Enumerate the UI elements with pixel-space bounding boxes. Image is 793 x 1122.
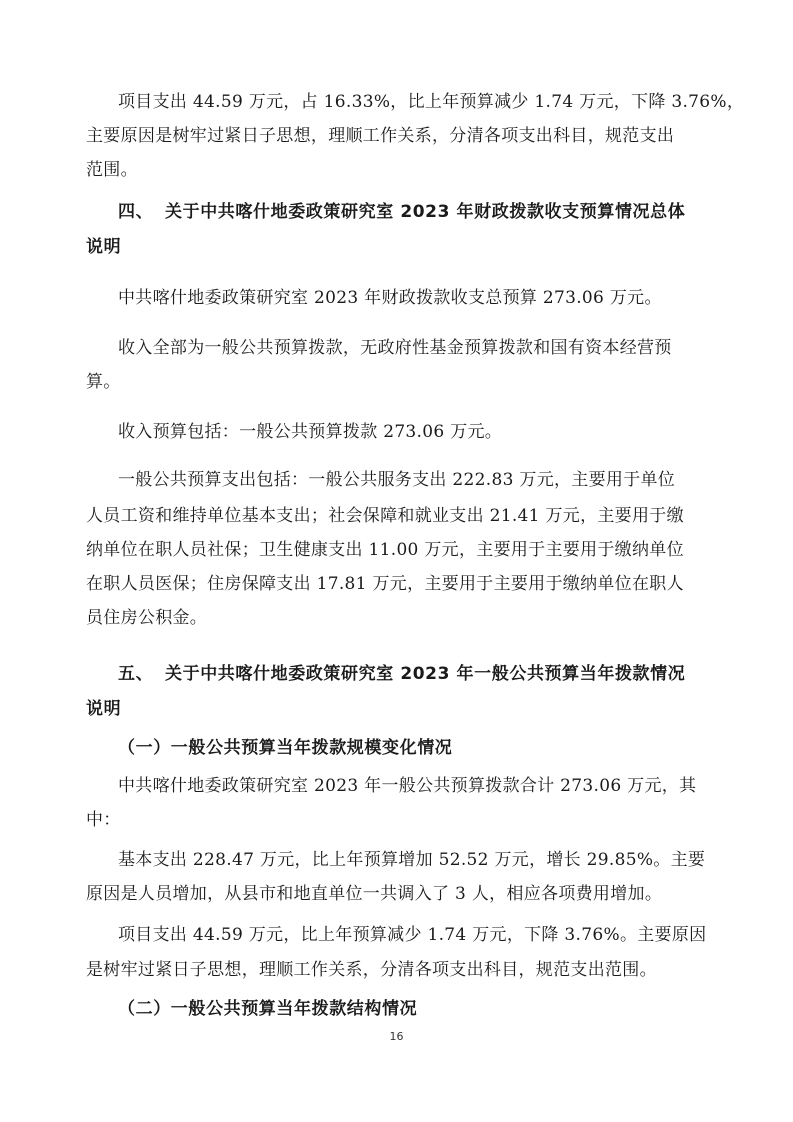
paragraph-line: 范围。 xyxy=(86,160,138,180)
paragraph-line: 员住房公积金。 xyxy=(86,608,208,628)
section-5-heading: 关于中共喀什地委政策研究室 2023 年一般公共预算当年拨款情况 xyxy=(165,664,686,684)
paragraph-line: 主要原因是树牢过紧日子思想，理顺工作关系，分清各项支出科目，规范支出 xyxy=(86,126,675,146)
paragraph-line: 项目支出 44.59 万元，比上年预算减少 1.74 万元，下降 3.76%。主要原因 xyxy=(118,925,707,945)
paragraph-line: 中： xyxy=(86,810,121,830)
paragraph-line: 是树牢过紧日子思想，理顺工作关系，分清各项支出科目，规范支出范围。 xyxy=(86,960,657,980)
page-number: 16 xyxy=(389,1030,404,1043)
subsection-1-heading: （一）一般公共预算当年拨款规模变化情况 xyxy=(118,738,453,758)
paragraph-line: 人员工资和维持单位基本支出；社会保障和就业支出 21.41 万元，主要用于缴 xyxy=(86,506,684,526)
section-5-heading-continued: 说明 xyxy=(86,699,122,719)
paragraph-line: 项目支出 44.59 万元，占 16.33%，比上年预算减少 1.74 万元，下降 3.76%， xyxy=(118,92,745,112)
section-4-heading-continued: 说明 xyxy=(86,237,122,257)
section-5-number: 五、 xyxy=(118,664,154,684)
paragraph-line: 基本支出 228.47 万元，比上年预算增加 52.52 万元，增长 29.85%。主要 xyxy=(118,850,706,870)
paragraph-line: 在职人员医保；住房保障支出 17.81 万元，主要用于主要用于缴纳单位在职人 xyxy=(86,574,684,594)
paragraph-line: 收入预算包括：一般公共预算拨款 273.06 万元。 xyxy=(118,422,503,442)
paragraph-line: 收入全部为一般公共预算拨款，无政府性基金预算拨款和国有资本经营预 xyxy=(118,338,672,358)
section-4-number: 四、 xyxy=(118,202,154,222)
paragraph-line: 中共喀什地委政策研究室 2023 年一般公共预算拨款合计 273.06 万元，其 xyxy=(118,776,697,796)
paragraph-line: 算。 xyxy=(86,372,121,392)
section-4-heading: 关于中共喀什地委政策研究室 2023 年财政拨款收支预算情况总体 xyxy=(165,202,686,222)
paragraph-line: 原因是人员增加，从县市和地直单位一共调入了 3 人，相应各项费用增加。 xyxy=(86,884,663,904)
paragraph-line: 一般公共预算支出包括：一般公共服务支出 222.83 万元，主要用于单位 xyxy=(118,470,676,490)
subsection-2-heading: （二）一般公共预算当年拨款结构情况 xyxy=(118,999,418,1019)
paragraph-line: 纳单位在职人员社保；卫生健康支出 11.00 万元，主要用于主要用于缴纳单位 xyxy=(86,540,684,560)
paragraph-line: 中共喀什地委政策研究室 2023 年财政拨款收支总预算 273.06 万元。 xyxy=(118,288,662,308)
